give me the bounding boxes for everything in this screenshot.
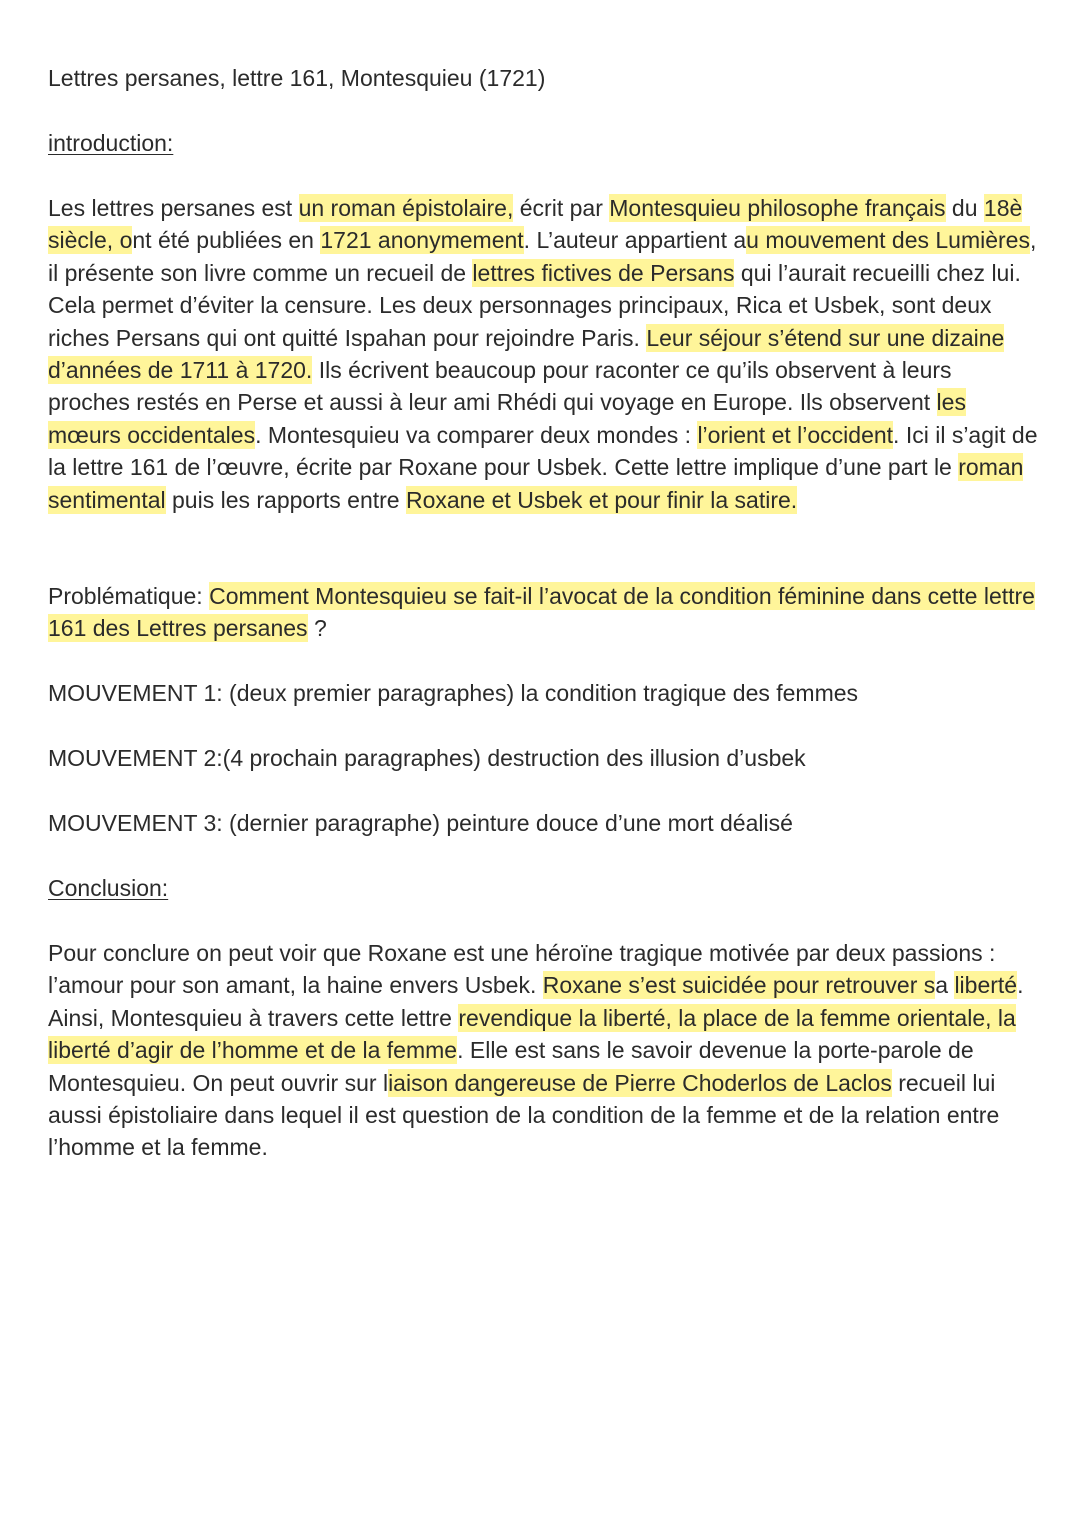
text-run: Les lettres persanes est xyxy=(48,195,299,221)
highlighted-text: Leur séjour s’étend sur une dizaine d’années de 1711 à 1720. xyxy=(48,324,1005,384)
highlighted-text: liberté xyxy=(954,972,1018,999)
highlighted-text: les mœurs occidentales xyxy=(48,389,966,448)
text-run: nt été publiées en xyxy=(132,227,321,254)
text-run: a xyxy=(935,972,955,999)
text-run: . Ici il s’agit de la lettre 161 de l’œuvre, écrite par Roxane pour Usbek. Cette lettre implique d’une part le xyxy=(48,421,1038,481)
introduction-paragraph xyxy=(48,192,1038,516)
highlighted-text: revendique la liberté, la place de la femme orientale, la liberté d’agir de l’homme et de la femme xyxy=(48,1004,1016,1064)
text-run: qui l’aurait recueilli chez lui. Cela permet d’éviter la censure. Les deux personnages principaux, Rica et Usbek, sont deux riches Persans qui ont quitté Ispahan pour rejoindre Paris. xyxy=(48,259,1021,351)
text-run: recueil lui aussi épistoliaire dans lequel il est question de la condition de la femme et de la relation entre l’homme et la femme. xyxy=(48,1069,1000,1161)
conclusion-heading-text: Conclusion: xyxy=(48,875,169,901)
conclusion-heading xyxy=(48,872,1038,904)
problematique-paragraph xyxy=(48,580,1038,645)
highlighted-text: l’orient et l’occident xyxy=(697,421,894,448)
highlighted-text: Roxane s’est suicidée pour retrouver s xyxy=(542,972,936,999)
highlighted-text: un roman épistolaire, xyxy=(298,195,514,221)
text-run: . L’auteur appartient a xyxy=(523,227,747,254)
text-run: du xyxy=(945,195,984,221)
mouvement-1: MOUVEMENT 1: (deux premier paragraphes) la condition tragique des femmes xyxy=(48,680,859,706)
highlighted-text: roman sentimental xyxy=(48,454,1024,513)
highlighted-text: 18è siècle, o xyxy=(48,195,1023,254)
introduction-heading xyxy=(48,127,1038,159)
text-run: Ils écrivent beaucoup pour raconter ce qu’ils observent à leurs proches restés en Perse et aussi à leur ami Rhédi qui voyage en Europe. Ils observent xyxy=(48,357,952,416)
conclusion-paragraph xyxy=(48,937,1038,1164)
highlighted-text: 1721 anonymement xyxy=(320,227,524,254)
highlighted-text: iaison dangereuse de Pierre Choderlos de Laclos xyxy=(388,1069,892,1096)
text-run: puis les rapports entre xyxy=(165,486,406,513)
highlighted-text: u mouvement des Lumières xyxy=(746,227,1030,254)
text-run: Problématique: xyxy=(48,583,210,609)
introduction-heading-text: introduction: xyxy=(48,130,174,156)
text-run: Pour conclure on peut voir que Roxane est une héroïne tragique motivée par deux passions : l’amour pour son amant, la haine envers Usbek. xyxy=(48,940,996,999)
highlighted-text: Comment Montesquieu se fait-il l’avocat de la condition féminine dans cette lettre 161 des Lettres persanes xyxy=(48,583,1035,642)
mouvement-3: MOUVEMENT 3: (dernier paragraphe) peinture douce d’une mort déalisé xyxy=(48,810,793,836)
highlighted-text: Montesquieu philosophe français xyxy=(609,195,946,221)
text-run: ? xyxy=(307,615,327,642)
text-run: . Montesquieu va comparer deux mondes : xyxy=(255,421,698,448)
highlighted-text: lettres fictives de Persans xyxy=(472,259,735,286)
highlighted-text: Roxane et Usbek et pour finir la satire. xyxy=(405,486,798,513)
text-run: , il présente son livre comme un recueil de xyxy=(48,227,1037,286)
document-title: Lettres persanes, lettre 161, Montesquieu (1721) xyxy=(48,65,546,91)
text-run: écrit par xyxy=(513,195,610,221)
text-run: . Ainsi, Montesquieu à travers cette lettre xyxy=(48,972,1024,1031)
mouvement-2: MOUVEMENT 2:(4 prochain paragraphes) destruction des illusion d’usbek xyxy=(48,745,806,771)
text-run: . Elle est sans le savoir devenue la porte-parole de Montesquieu. On peut ouvrir sur l xyxy=(48,1037,974,1096)
